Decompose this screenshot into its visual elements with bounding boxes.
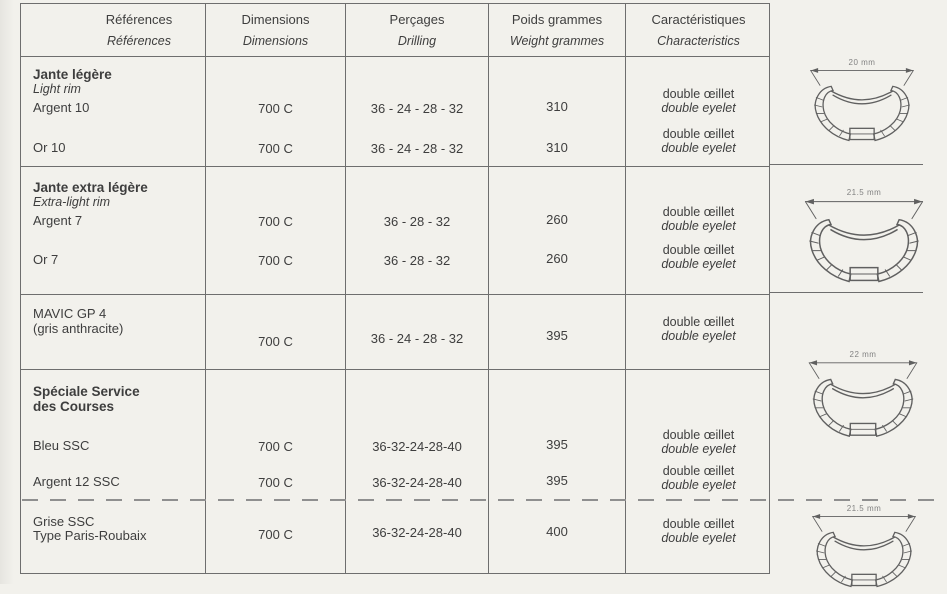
rim-profile-drawing (806, 62, 918, 148)
characteristic (626, 87, 771, 115)
rim-profile-drawing (808, 508, 920, 594)
characteristic (626, 464, 771, 492)
col-header-drilling-en: Drilling (397, 34, 437, 48)
section-subtitle: Light rim (33, 82, 81, 96)
dimensions-cell (205, 295, 345, 369)
section-references-cell (21, 295, 205, 369)
drilling-cell (345, 167, 488, 294)
weight-value: 310 (546, 99, 568, 114)
col-header-characteristics-fr: Caractéristiques (651, 12, 746, 27)
section-references-cell (21, 167, 205, 294)
product-name-line2: (gris anthracite) (33, 321, 124, 336)
dashed-divider (22, 499, 940, 501)
characteristic (626, 127, 771, 155)
characteristic-en: double eyelet (661, 531, 736, 545)
col-header-weight (488, 4, 625, 56)
col-header-references-en: Références (107, 34, 171, 48)
characteristic-en: double eyelet (661, 478, 736, 492)
characteristic-fr: double œillet (662, 243, 735, 257)
drilling-value: 36 - 24 - 28 - 32 (370, 331, 464, 346)
divider-extension (770, 164, 923, 165)
product-name: Grise SSC (33, 514, 95, 529)
section-references-cell (21, 57, 205, 166)
weight-value: 310 (546, 140, 568, 155)
rim-width-label: 22 mm (849, 350, 877, 359)
section-mavic-gp4 (21, 294, 769, 369)
characteristic-en: double eyelet (661, 219, 736, 233)
rim-cross-section-diagram-2 (800, 188, 928, 290)
col-header-characteristics (625, 4, 771, 56)
section-jante-extra-legere (21, 166, 769, 294)
drilling-cell (345, 57, 488, 166)
section-jante-legere (21, 56, 769, 166)
characteristic-fr: double œillet (662, 87, 735, 101)
characteristic-en: double eyelet (661, 101, 736, 115)
col-header-weight-fr: Poids grammes (511, 12, 603, 27)
drilling-value: 36-32-24-28-40 (372, 475, 462, 490)
product-name: Argent 10 (33, 100, 90, 115)
drilling-cell (345, 370, 488, 501)
section-grise-ssc (21, 501, 769, 573)
weight-cell (488, 370, 625, 501)
weight-cell (488, 295, 625, 369)
dimensions-cell (205, 501, 345, 573)
col-header-dimensions (205, 4, 345, 56)
rim-profile-drawing (804, 354, 922, 444)
col-header-dimensions-en: Dimensions (242, 34, 309, 48)
characteristics-cell (625, 501, 771, 573)
divider-extension (770, 292, 923, 293)
col-header-references-fr: Références (105, 12, 173, 27)
product-name-line2: Type Paris-Roubaix (33, 528, 147, 543)
dimension-value: 700 C (258, 141, 293, 156)
weight-value: 260 (546, 251, 568, 266)
characteristic-en: double eyelet (661, 141, 736, 155)
rim-width-label: 21.5 mm (846, 504, 882, 513)
dimension-value: 700 C (258, 475, 293, 490)
drilling-value: 36 - 28 - 32 (383, 253, 451, 268)
weight-cell (488, 167, 625, 294)
rim-width-label: 20 mm (848, 58, 876, 67)
product-name: Or 7 (33, 252, 59, 267)
drilling-value: 36 - 24 - 28 - 32 (370, 141, 464, 156)
characteristic-fr: double œillet (662, 315, 735, 329)
dimension-value: 700 C (258, 101, 293, 116)
col-header-weight-en: Weight grammes (509, 34, 605, 48)
weight-value: 400 (546, 524, 568, 539)
rim-cross-section-diagram-4 (808, 504, 920, 594)
weight-value: 395 (546, 473, 568, 488)
dimensions-cell (205, 167, 345, 294)
characteristic (626, 517, 771, 545)
product-name: Bleu SSC (33, 438, 90, 453)
dimensions-cell (205, 57, 345, 166)
section-title: Jante extra légère (33, 180, 148, 195)
dimension-value: 700 C (258, 334, 293, 349)
col-header-drilling-fr: Perçages (389, 12, 445, 27)
weight-value: 395 (546, 328, 568, 343)
col-header-characteristics-en: Characteristics (657, 34, 740, 48)
characteristic-fr: double œillet (662, 205, 735, 219)
drilling-value: 36 - 24 - 28 - 32 (370, 101, 464, 116)
rim-profile-drawing (800, 192, 928, 290)
characteristic-fr: double œillet (662, 464, 735, 478)
drilling-value: 36 - 28 - 32 (383, 214, 451, 229)
dimensions-cell (205, 370, 345, 501)
product-name: Argent 12 SSC (33, 474, 120, 489)
characteristic-fr: double œillet (662, 517, 735, 531)
rim-width-label: 21.5 mm (846, 188, 882, 197)
table-header-row (21, 4, 769, 56)
characteristics-cell (625, 167, 771, 294)
col-header-dimensions-fr: Dimensions (241, 12, 310, 27)
characteristic (626, 315, 771, 343)
section-speciale-service-des-courses (21, 369, 769, 501)
product-name: Argent 7 (33, 213, 83, 228)
rim-cross-section-diagram-1 (806, 58, 918, 148)
characteristic (626, 205, 771, 233)
characteristic-fr: double œillet (662, 428, 735, 442)
characteristics-cell (625, 57, 771, 166)
col-header-references (21, 4, 205, 56)
characteristics-cell (625, 295, 771, 369)
product-name: MAVIC GP 4 (33, 306, 107, 321)
rim-cross-section-diagram-3 (804, 350, 922, 444)
section-title-line2: des Courses (33, 399, 115, 414)
product-name: Or 10 (33, 140, 66, 155)
dimension-value: 700 C (258, 214, 293, 229)
dimension-value: 700 C (258, 253, 293, 268)
section-title: Spéciale Service (33, 384, 140, 399)
section-references-cell (21, 370, 205, 501)
weight-value: 260 (546, 212, 568, 227)
weight-cell (488, 57, 625, 166)
characteristic-fr: double œillet (662, 127, 735, 141)
characteristic-en: double eyelet (661, 257, 736, 271)
dimension-value: 700 C (258, 439, 293, 454)
weight-cell (488, 501, 625, 573)
drilling-value: 36-32-24-28-40 (372, 439, 462, 454)
weight-value: 395 (546, 437, 568, 452)
dimension-value: 700 C (258, 527, 293, 542)
section-subtitle: Extra-light rim (33, 195, 111, 209)
section-title: Jante légère (33, 67, 112, 82)
characteristic-en: double eyelet (661, 329, 736, 343)
drilling-value: 36-32-24-28-40 (372, 525, 462, 540)
section-references-cell (21, 501, 205, 573)
drilling-cell (345, 501, 488, 573)
drilling-cell (345, 295, 488, 369)
characteristic-en: double eyelet (661, 442, 736, 456)
col-header-drilling (345, 4, 488, 56)
characteristic (626, 428, 771, 456)
rim-specifications-table (20, 3, 770, 574)
characteristics-cell (625, 370, 771, 501)
characteristic (626, 243, 771, 271)
